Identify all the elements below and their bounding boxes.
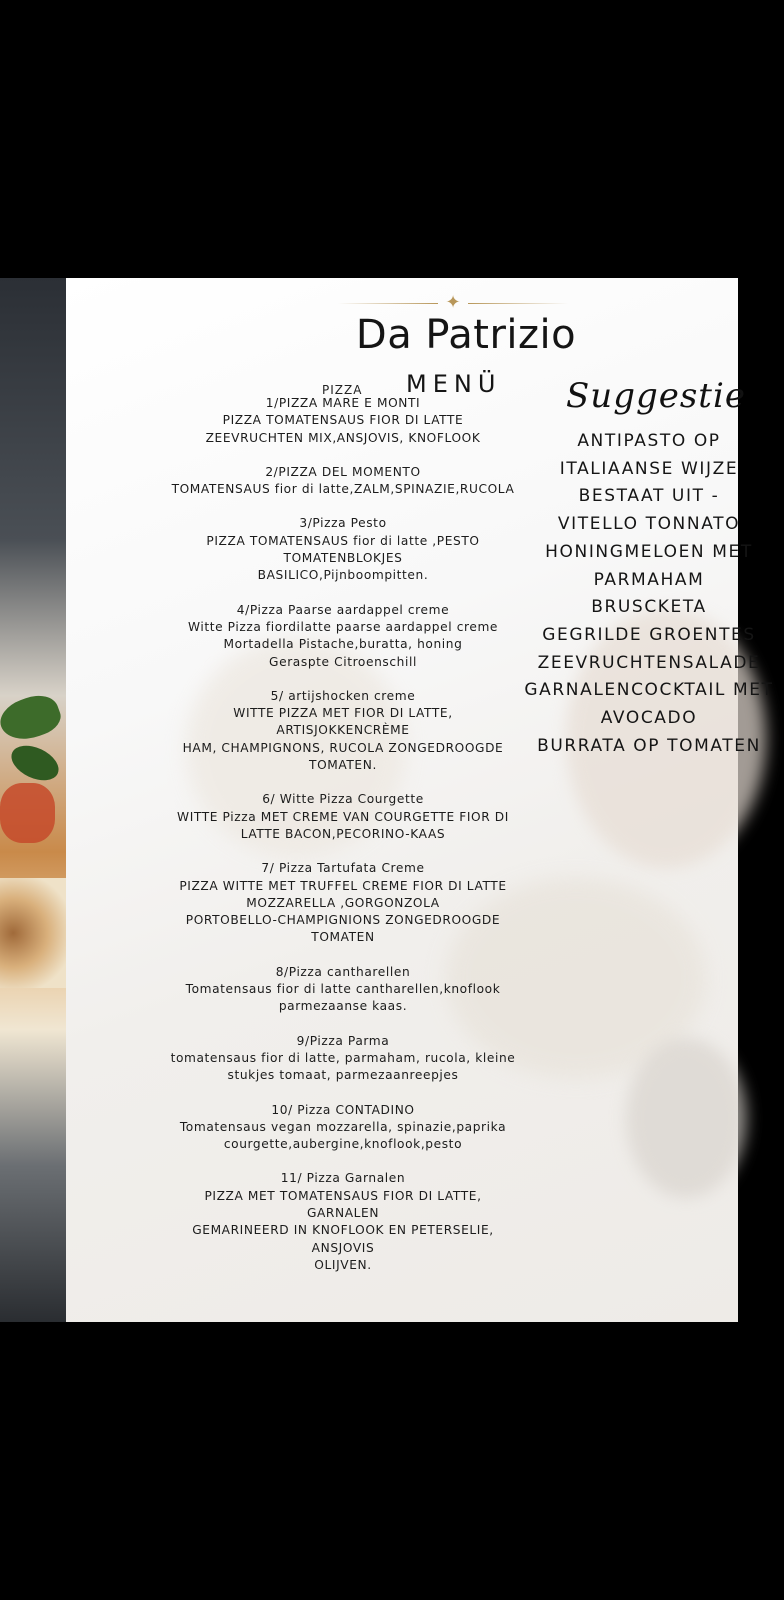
pizza-item-name: 6/ Witte Pizza Courgette	[262, 792, 424, 807]
suggestie-line: ANTIPASTO OP	[577, 431, 721, 451]
pizza-item-name: 1/PIZZA MARE E MONTI	[265, 396, 421, 410]
pizza-item-description: PIZZA TOMATENSAUS FIOR DI LATTE	[222, 413, 464, 428]
gold-ornament	[338, 294, 568, 312]
pizza-item	[152, 688, 534, 774]
pizza-item	[152, 602, 534, 671]
pizza-item-name: 9/Pizza Parma	[296, 1033, 390, 1048]
photo-detail	[6, 739, 64, 787]
pizza-item-description: courgette,aubergine,knoflook,pesto	[223, 1137, 463, 1152]
menu-card	[0, 278, 774, 1322]
pizza-item-name: 10/ Pizza CONTADINO	[271, 1102, 415, 1117]
pizza-photo	[0, 278, 66, 1322]
pizza-item	[152, 860, 534, 946]
pizza-item-description: PORTOBELLO-CHAMPIGNIONS ZONGEDROOGDE	[185, 913, 501, 928]
pizza-item-name: 5/ artijshocken creme	[270, 688, 416, 703]
pizza-item-description: ANSJOVIS	[311, 1240, 375, 1255]
pizza-item-description: ARTISJOKKENCRÈME	[276, 723, 410, 738]
suggestie-line: BRUSCKETA	[591, 597, 707, 618]
pizza-item-name: 7/ Pizza Tartufata Creme	[261, 861, 425, 876]
pizza-item-description: BASILICO,Pijnboompitten.	[257, 568, 429, 583]
pizza-item-description: Geraspte Citroenschill	[269, 654, 417, 669]
ornament-line	[468, 303, 568, 304]
menu-paper	[66, 278, 774, 1322]
pizza-item-description: TOMATENBLOKJES	[283, 551, 403, 566]
pizza-item-description: TOMATEN.	[309, 758, 377, 773]
pizza-item	[152, 464, 534, 499]
pizza-item-name: 4/Pizza Paarse aardappel creme	[236, 602, 450, 617]
pizza-item-description: Tomatensaus fior di latte cantharellen,knoflook	[185, 982, 501, 997]
suggestie-list	[514, 428, 784, 760]
pizza-item-description: ZEEVRUCHTEN MIX,ANSJOVIS, KNOFLOOK	[205, 430, 481, 445]
pizza-item-description: WITTE Pizza MET CREME VAN COURGETTE FIOR DI	[177, 809, 509, 824]
pizza-item-name: 11/ Pizza Garnalen	[280, 1171, 406, 1186]
suggestie-line: HONINGMELOEN MET	[545, 541, 753, 562]
photo-detail	[0, 878, 66, 988]
pizza-item-description: PIZZA WITTE MET TRUFFEL CREME FIOR DI LATTE	[179, 878, 507, 893]
pizza-item	[152, 1033, 534, 1085]
pizza-item	[152, 791, 534, 843]
pizza-section-heading: PIZZA	[322, 383, 363, 397]
suggestie-line: GARNALENCOCKTAIL MET	[524, 680, 774, 701]
suggestie-line: GEGRILDE GROENTES	[542, 624, 756, 645]
star-icon: ✦	[445, 292, 461, 313]
pizza-item-name: 8/Pizza cantharellen	[275, 964, 411, 979]
suggestie-line: PARMAHAM	[593, 569, 705, 590]
pizza-item-description: stukjes tomaat, parmezaanreepjes	[227, 1068, 459, 1083]
pizza-item-description: PIZZA TOMATENSAUS fior di latte ,PESTO	[206, 533, 480, 548]
background-photo-blur	[626, 1038, 746, 1198]
pizza-item-description: Witte Pizza fiordilatte paarse aardappel creme	[187, 619, 499, 634]
suggestie-line: ITALIAANSE WIJZE	[559, 458, 739, 479]
pizza-item-description: GARNALEN	[306, 1205, 380, 1220]
pizza-list	[152, 395, 534, 1291]
pizza-item	[152, 1170, 534, 1274]
suggestie-line: BESTAAT UIT -	[578, 486, 720, 507]
suggestie-line: AVOCADO	[600, 708, 698, 729]
menu-subtitle: MENÜ	[406, 370, 502, 398]
ornament-line	[338, 303, 438, 304]
pizza-item	[152, 395, 534, 447]
pizza-item-description: LATTE BACON,PECORINO-KAAS	[240, 826, 446, 841]
pizza-item-name: 2/PIZZA DEL MOMENTO	[265, 464, 421, 479]
pizza-item-description: GEMARINEERD IN KNOFLOOK EN PETERSELIE,	[192, 1223, 494, 1238]
pizza-item-description: TOMATEN	[311, 930, 375, 945]
photo-detail	[0, 783, 55, 843]
restaurant-title: Da Patrizio	[355, 312, 577, 358]
pizza-item-description: parmezaanse kaas.	[278, 999, 408, 1014]
pizza-item-description: PIZZA MET TOMATENSAUS FIOR DI LATTE,	[204, 1188, 482, 1203]
pizza-item-name: 3/Pizza Pesto	[299, 516, 387, 531]
pizza-item	[152, 1102, 534, 1154]
pizza-item-description: tomatensaus fior di latte, parmaham, rucola, kleine	[170, 1050, 516, 1065]
pizza-item	[152, 964, 534, 1016]
pizza-item-description: WITTE PIZZA MET FIOR DI LATTE,	[233, 706, 453, 721]
suggestie-line: ZEEVRUCHTENSALADE	[537, 652, 761, 673]
suggestie-line: BURRATA OP TOMATEN	[537, 735, 761, 756]
pizza-item-description: MOZZARELLA ,GORGONZOLA	[246, 895, 440, 910]
pizza-item-description: TOMATENSAUS fior di latte,ZALM,SPINAZIE,RUCOLA	[171, 482, 515, 497]
suggestie-title: Suggestie	[566, 376, 746, 416]
pizza-item-description: Tomatensaus vegan mozzarella, spinazie,paprika	[179, 1119, 507, 1134]
pizza-item-description: OLIJVEN.	[314, 1257, 372, 1272]
suggestie-line: VITELLO TONNATO	[557, 514, 741, 535]
photo-detail	[0, 689, 65, 747]
pizza-item-description: HAM, CHAMPIGNONS, RUCOLA ZONGEDROOGDE	[182, 740, 504, 755]
pizza-item-description: Mortadella Pistache,buratta, honing	[223, 637, 463, 652]
pizza-item	[152, 515, 534, 584]
